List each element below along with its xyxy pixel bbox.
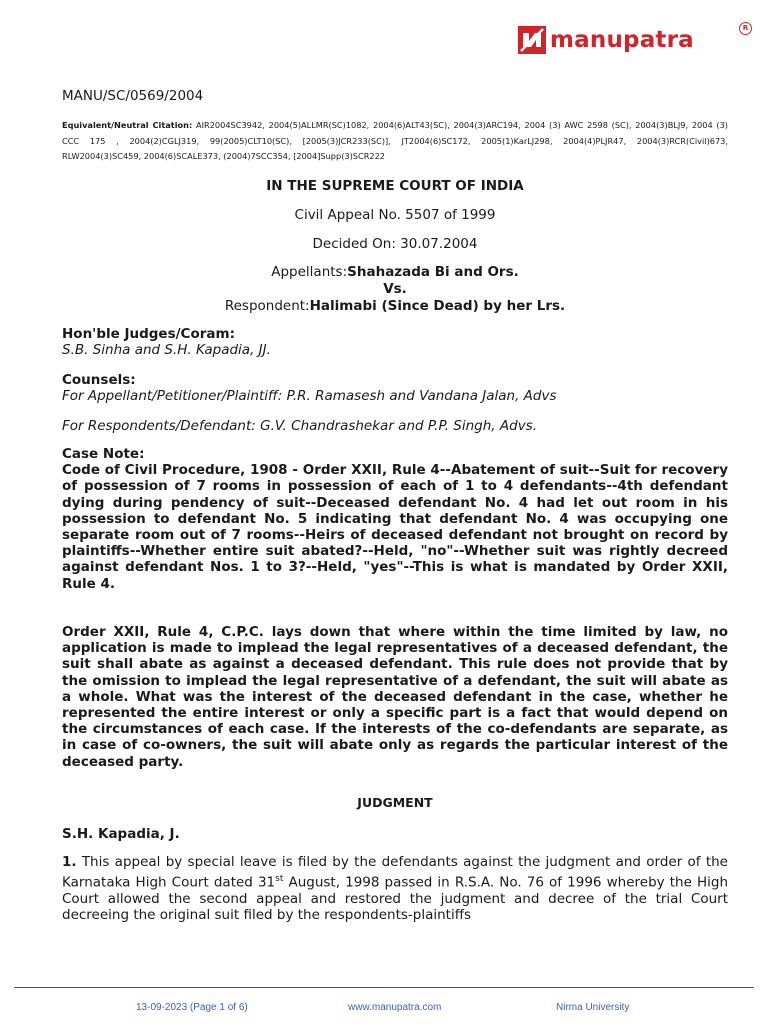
citation-label: Equivalent/Neutral Citation: bbox=[62, 120, 193, 130]
footer-website-link[interactable]: www.manupatra.com bbox=[348, 1002, 442, 1013]
para-superscript: st bbox=[275, 873, 284, 884]
case-note-para-1: Code of Civil Procedure, 1908 - Order XXII, Rule 4--Abatement of suit--Suit for recovery of possession of 7 rooms in possession of each of 1 to 4 defendants--4th defendant dying during pendency of suit--Deceased defendant No. 4 had let out room in his possession to defendant No. 5 indicating that defendant No. 4 was occupying one separate room out of 7 rooms--Heirs of deceased defendant not brought on record by plaintiffs--Whether entire suit abated?--Held, "no"--Whether suit was rightly decreed against defendant Nos. 1 to 3?--Held, "yes"--This is what is mandated by Order XXII, Rule 4. bbox=[62, 462, 728, 592]
judges-block bbox=[62, 326, 728, 358]
counsel-respondent: For Respondents/Defendant: G.V. Chandrashekar and P.P. Singh, Advs. bbox=[62, 418, 538, 434]
manupatra-logo bbox=[517, 24, 749, 56]
para-text-a: This appeal by special leave is filed by the defendants against the judgment and order of the Karnataka High Court dated 31 bbox=[62, 854, 728, 890]
registered-mark: R bbox=[739, 22, 752, 35]
manupatra-logo-icon bbox=[517, 25, 547, 55]
case-note-heading: Case Note: bbox=[62, 446, 145, 462]
appellants-name: Shahazada Bi and Ors. bbox=[347, 264, 519, 280]
footer-date-page: 13-09-2023 (Page 1 of 6) bbox=[136, 1002, 248, 1013]
manu-id: MANU/SC/0569/2004 bbox=[62, 88, 204, 104]
judgment-author: S.H. Kapadia, J. bbox=[62, 826, 180, 842]
judgment-para-1 bbox=[62, 854, 728, 924]
judges-heading: Hon'ble Judges/Coram: bbox=[62, 326, 235, 342]
footer-divider bbox=[14, 987, 754, 988]
para-text-b: August, 1998 passed in R.S.A. No. 76 of 1996 whereby the High Court allowed the second appeal and restored the judgment and decree of the trial Court decreeing the original suit filed by the respondents-plaintiffs bbox=[62, 874, 728, 923]
citation-block bbox=[62, 118, 728, 165]
judges-names: S.B. Sinha and S.H. Kapadia, JJ. bbox=[62, 342, 271, 359]
court-name: IN THE SUPREME COURT OF INDIA bbox=[266, 178, 524, 194]
versus: Vs. bbox=[383, 281, 407, 297]
case-note-para-2: Order XXII, Rule 4, C.P.C. lays down that where within the time limited by law, no application is made to implead the legal representatives of a deceased defendant, the suit shall abate as against a deceased defendant. This rule does not provide that by the omission to implead the legal representative of a defendant, the suit will abate as a whole. What was the interest of the deceased defendant in the case, whether he represented the entire interest or only a specific part is a fact that would depend on the circumstances of each case. If the interests of the co-defendants are separate, as in case of co-owners, the suit will abate only as regards the particular interest of the deceased party. bbox=[62, 624, 728, 770]
citation-text: AIR2004SC3942, 2004(5)ALLMR(SC)1082, 2004(6)ALT43(SC), 2004(3)ARC194, 2004 (3) AWC 2598 (SC), 2004(3)BLJ9, 2004 (3) CCC 175 , 2004(2)CGLJ319, 99(2005)CLT10(SC), [2005(3)JCR233(SC)], JT2004(6)SC172, 2005(1)KarLJ298, 2004(4)PLJR47, 2004(3)RCR(Civil)673, RLW2004(3)SC459, 2004(6)SCALE373, (2004)7SCC354, [2004]Supp(3)SCR222 bbox=[62, 120, 728, 161]
counsels-heading: Counsels: bbox=[62, 372, 136, 388]
respondent-label: Respondent: bbox=[224, 298, 310, 314]
appeal-number: Civil Appeal No. 5507 of 1999 bbox=[294, 207, 496, 223]
parties-block bbox=[62, 264, 728, 315]
decided-date: Decided On: 30.07.2004 bbox=[312, 236, 478, 252]
para-number: 1. bbox=[62, 854, 77, 870]
counsels-block bbox=[62, 372, 728, 404]
footer-institution: Nirma University bbox=[556, 1002, 630, 1013]
brand-name: manupatra bbox=[550, 27, 694, 53]
counsel-appellant: For Appellant/Petitioner/Plaintiff: P.R. Ramasesh and Vandana Jalan, Advs bbox=[62, 388, 557, 405]
respondent-name: Halimabi (Since Dead) by her Lrs. bbox=[309, 298, 566, 314]
case-note-block bbox=[62, 446, 728, 592]
judgment-heading: JUDGMENT bbox=[357, 795, 433, 810]
appellants-label: Appellants: bbox=[271, 264, 348, 280]
